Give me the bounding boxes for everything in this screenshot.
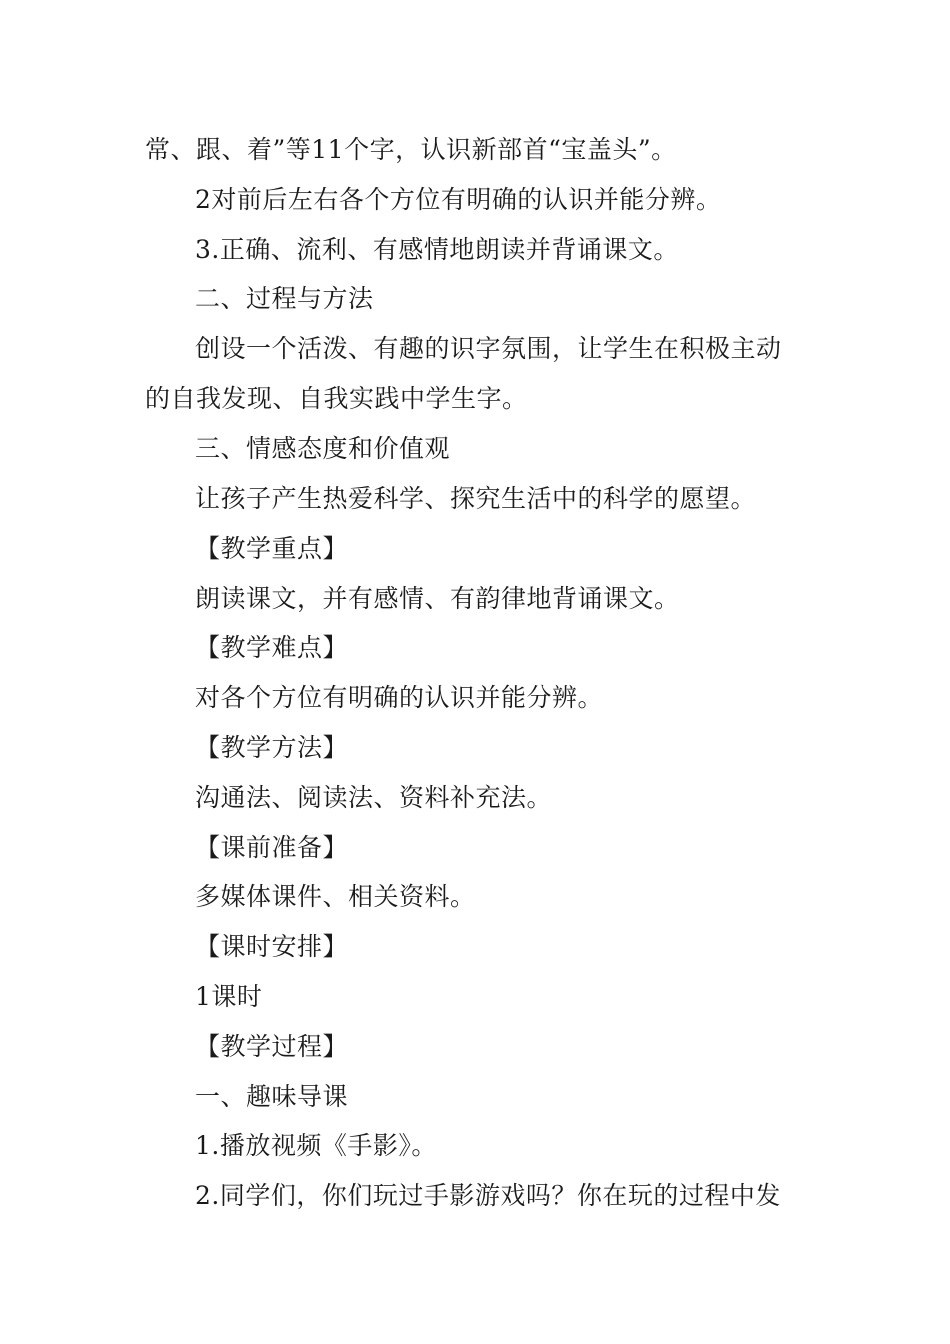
text-line: 创设一个活泼、有趣的识字氛围，让学生在积极主动 <box>195 334 782 363</box>
text-line: 多媒体课件、相关资料。 <box>195 882 476 911</box>
section-heading: 【教学难点】 <box>195 633 349 662</box>
section-heading: 三、情感态度和价值观 <box>195 434 451 463</box>
text-line: 沟通法、阅读法、资料补充法。 <box>195 783 553 812</box>
text-line: 2.同学们，你们玩过手影游戏吗？你在玩的过程中发 <box>195 1181 781 1210</box>
section-heading: 【教学方法】 <box>195 733 349 762</box>
text-line: 朗读课文，并有感情、有韵律地背诵课文。 <box>195 584 680 613</box>
text-line: 让孩子产生热爱科学、探究生活中的科学的愿望。 <box>195 484 757 513</box>
section-heading: 【课时安排】 <box>195 932 349 961</box>
section-heading: 一、趣味导课 <box>195 1082 349 1111</box>
section-heading: 【教学过程】 <box>195 1032 349 1061</box>
text-line: 1.播放视频《手影》。 <box>195 1131 437 1160</box>
text-line: 的自我发现、自我实践中学生字。 <box>145 384 528 413</box>
section-heading: 二、过程与方法 <box>195 284 374 313</box>
text-line: 3.正确、流利、有感情地朗读并背诵课文。 <box>195 235 679 264</box>
text-line: 2对前后左右各个方位有明确的认识并能分辨。 <box>195 185 722 214</box>
text-line: 1课时 <box>195 982 263 1011</box>
section-heading: 【教学重点】 <box>195 534 349 563</box>
text-line: 对各个方位有明确的认识并能分辨。 <box>195 683 604 712</box>
text-line: 常、跟、着”等11个字，认识新部首“宝盖头”。 <box>145 135 677 164</box>
section-heading: 【课前准备】 <box>195 833 349 862</box>
